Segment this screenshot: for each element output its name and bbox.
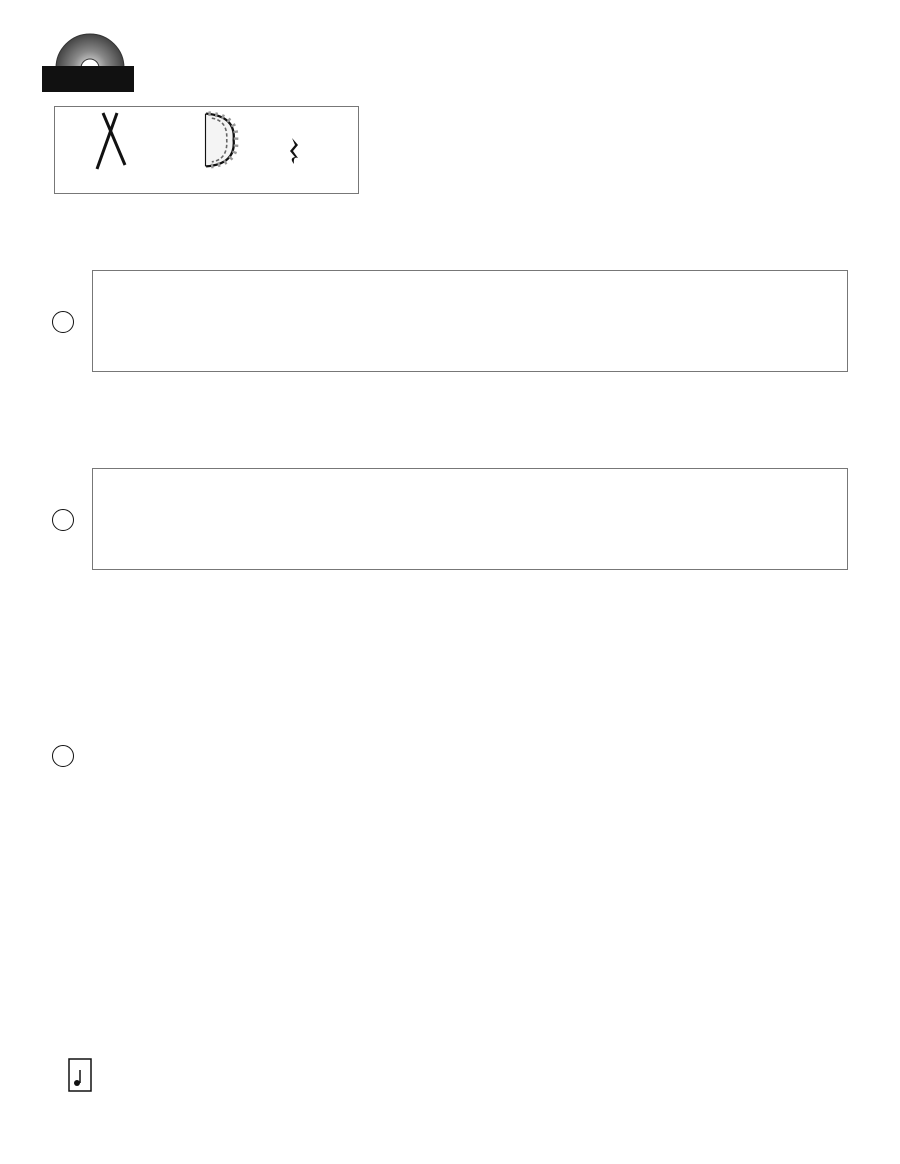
track-number: [42, 66, 134, 92]
system-number-2: [52, 509, 74, 531]
system-3-sticks-line: [92, 672, 846, 732]
system-1: [92, 270, 848, 372]
reproduce-badge: [60, 1046, 100, 1108]
system-number-1: [52, 311, 74, 333]
copy-icon: [68, 1058, 92, 1092]
rhythm-sticks-icon: [91, 111, 131, 171]
system-2: [92, 468, 848, 570]
jingle-bells-icon: [201, 109, 241, 171]
instrument-legend: [54, 106, 359, 194]
rest-icon: [287, 137, 303, 165]
system-3-bells-line: [92, 766, 846, 830]
system-number-3: [52, 745, 74, 767]
